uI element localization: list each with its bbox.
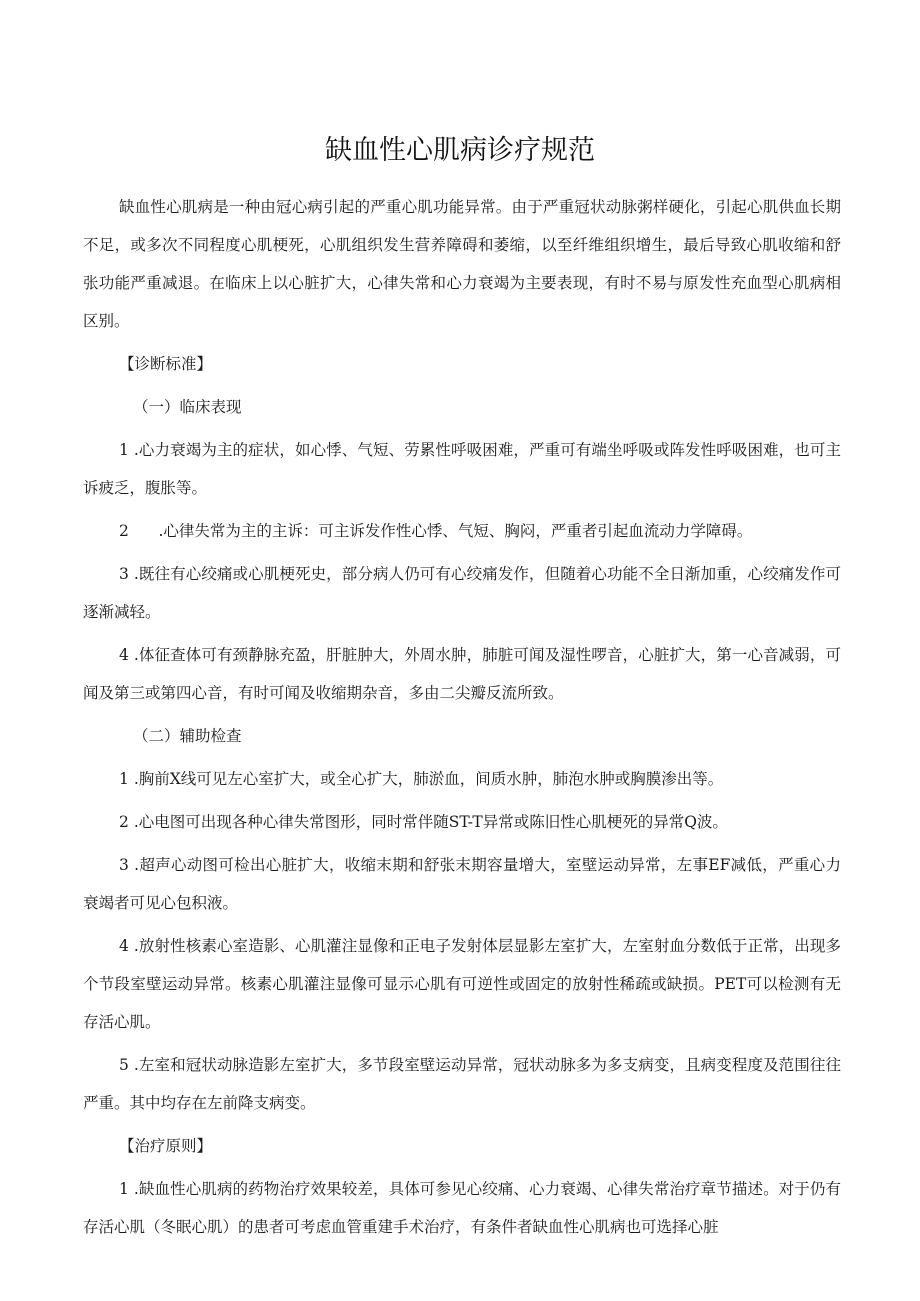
item-text: .缺血性心肌病的药物治疗效果较差，具体可参见心绞痛、心力衰竭、心律失常治疗章节描述。对于仍有存活心肌（冬眠心肌）的患者可考虑血管重建手术治疗，有条件者缺血性心肌病也可选择心脏 bbox=[83, 1180, 841, 1236]
item-text: .超声心动图可检出心脏扩大，收缩末期和舒张末期容量增大，室壁运动异常，左事EF减低，严重心力衰竭者可见心包积液。 bbox=[83, 856, 841, 912]
subsection-heading-auxiliary: （二）辅助检查 bbox=[133, 727, 242, 745]
item-text: .既往有心绞痛或心肌梗死史，部分病人仍可有心绞痛发作，但随着心功能不全日渐加重，心绞痛发作可逐渐减轻。 bbox=[83, 565, 841, 621]
auxiliary-item bbox=[83, 760, 841, 798]
item-text: .心电图可出现各种心律失常图形，同时常伴随ST-T异常或陈旧性心肌梗死的异常Q波。 bbox=[133, 813, 728, 831]
item-text: .左室和冠状动脉造影左室扩大，多节段室壁运动异常，冠状动脉多为多支病变，且病变程度及范围往往严重。其中均存在左前降支病变。 bbox=[83, 1056, 841, 1112]
item-text: .心力衰竭为主的症状，如心悸、气短、劳累性呼吸困难，严重可有端坐呼吸或阵发性呼吸困难，也可主诉疲乏，腹胀等。 bbox=[83, 441, 841, 497]
item-number: 1 bbox=[119, 441, 129, 459]
item-text: .体征查体可有颈静脉充盈，肝脏肿大，外周水肿，肺脏可闻及湿性啰音，心脏扩大，第一心音减弱，可闻及第三或第四心音，有时可闻及收缩期杂音，多由二尖瓣反流所致。 bbox=[83, 646, 841, 702]
section-heading-diagnosis: 【诊断标准】 bbox=[119, 355, 213, 373]
item-number: 2 bbox=[119, 522, 129, 540]
item-number: 2 bbox=[119, 813, 129, 831]
item-number: 5 bbox=[119, 1056, 129, 1074]
section-heading-treatment: 【治疗原则】 bbox=[119, 1137, 213, 1155]
item-number: 1 bbox=[119, 1180, 129, 1198]
item-number: 1 bbox=[119, 770, 129, 788]
item-number: 4 bbox=[119, 937, 129, 955]
item-number: 3 bbox=[119, 856, 129, 874]
auxiliary-item bbox=[83, 927, 841, 1041]
clinical-item bbox=[83, 555, 841, 631]
auxiliary-item bbox=[83, 803, 841, 841]
clinical-item bbox=[83, 636, 841, 712]
item-number: 4 bbox=[119, 646, 129, 664]
page-title: 缺血性心肌病诊疗规范 bbox=[325, 135, 595, 166]
clinical-item bbox=[83, 512, 841, 550]
subsection-heading-clinical: （一）临床表现 bbox=[133, 398, 242, 416]
item-text: .放射性核素心室造影、心肌灌注显像和正电子发射体层显影左室扩大，左室射血分数低于正常，出现多个节段室壁运动异常。核素心肌灌注显像可显示心肌有可逆性或固定的放射性稀疏或缺损。PET可以检测有无存活心肌。 bbox=[83, 937, 841, 1031]
clinical-item bbox=[83, 431, 841, 507]
treatment-item bbox=[83, 1170, 841, 1246]
auxiliary-item bbox=[83, 846, 841, 922]
intro-paragraph: 缺血性心肌病是一种由冠心病引起的严重心肌功能异常。由于严重冠状动脉粥样硬化，引起心肌供血长期不足，或多次不同程度心肌梗死，心肌组织发生营养障碍和萎缩，以至纤维组织增生，最后导致心肌收缩和舒张功能严重减退。在临床上以心脏扩大，心律失常和心力衰竭为主要表现，有时不易与原发性充血型心肌病相区别。 bbox=[83, 198, 841, 330]
item-number: 3 bbox=[119, 565, 129, 583]
item-text: .胸前X线可见左心室扩大，或全心扩大，肺淤血，间质水肿，肺泡水肿或胸膜渗出等。 bbox=[133, 770, 724, 788]
document-body bbox=[83, 188, 841, 1251]
item-text: .心律失常为主的主诉：可主诉发作性心悸、气短、胸闷，严重者引起血流动力学障碍。 bbox=[158, 522, 753, 540]
auxiliary-item bbox=[83, 1046, 841, 1122]
